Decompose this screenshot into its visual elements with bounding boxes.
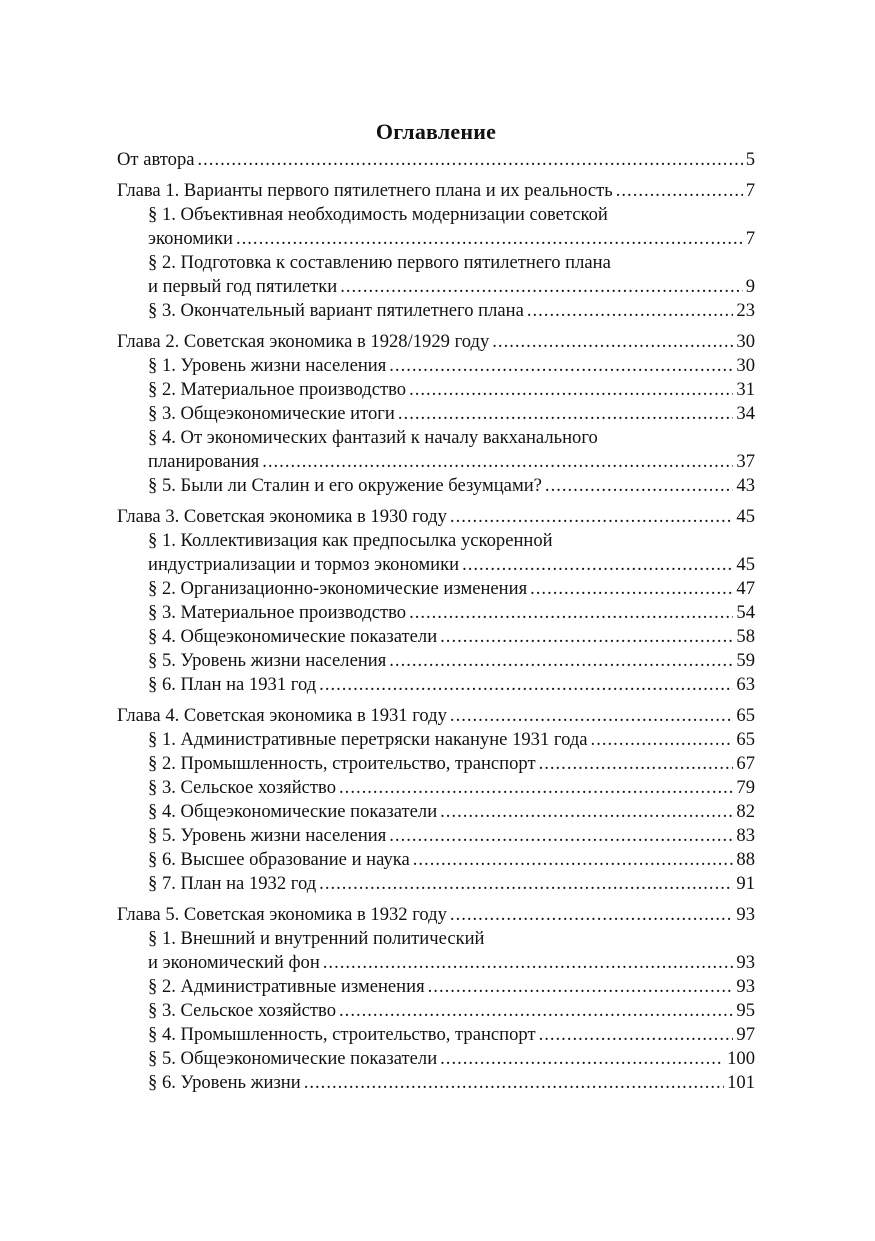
toc-entry-section[interactable]: [117, 426, 755, 474]
page-number: 67: [736, 753, 755, 774]
dot-leader: [236, 227, 743, 251]
page-number: 101: [727, 1072, 755, 1093]
entry-title: § 4. Промышленность, строительство, транспорт: [148, 1024, 536, 1045]
entry-title: Глава 5. Советская экономика в 1932 году: [117, 904, 447, 925]
table-of-contents: [117, 118, 755, 1095]
dot-leader: [339, 776, 733, 800]
toc-entry-chapter-5[interactable]: [117, 903, 755, 927]
page-number: 91: [736, 873, 755, 894]
entry-title: экономики: [148, 228, 233, 249]
toc-entry-section[interactable]: [117, 848, 755, 872]
toc-entry-section[interactable]: [117, 999, 755, 1023]
entry-title-line: § 1. Объективная необходимость модернизации советской: [148, 204, 608, 225]
dot-leader: [450, 505, 733, 529]
entry-title: § 2. Материальное производство: [148, 379, 407, 400]
entry-title: индустриализации и тормоз экономики: [148, 554, 460, 575]
dot-leader: [428, 975, 734, 999]
dot-leader: [340, 275, 742, 299]
dot-leader: [450, 903, 733, 927]
page-number: 45: [736, 554, 755, 575]
dot-leader: [450, 704, 733, 728]
page-number: 7: [745, 228, 755, 249]
page-number: 9: [745, 276, 755, 297]
dot-leader: [616, 179, 743, 203]
entry-title: Глава 1. Варианты первого пятилетнего плана и их реальность: [117, 180, 613, 201]
page-number: 30: [736, 331, 755, 352]
entry-title: § 3. Общеэкономические итоги: [148, 403, 395, 424]
entry-title-line: § 1. Коллективизация как предпосылка ускоренной: [148, 530, 553, 551]
toc-entry-section[interactable]: [117, 474, 755, 498]
page-number: 100: [727, 1048, 755, 1069]
dot-leader: [492, 330, 733, 354]
entry-title: § 6. Высшее образование и наука: [148, 849, 410, 870]
entry-title: и первый год пятилетки: [148, 276, 338, 297]
entry-title-line: § 1. Внешний и внутренний политический: [148, 928, 485, 949]
page-number: 23: [736, 300, 755, 321]
dot-leader: [440, 1047, 724, 1071]
dot-leader: [323, 951, 734, 975]
entry-title: § 4. Общеэкономические показатели: [148, 626, 438, 647]
entry-title: § 2. Административные изменения: [148, 976, 425, 997]
page-number: 63: [736, 674, 755, 695]
entry-title: § 3. Сельское хозяйство: [148, 777, 337, 798]
toc-entry-section[interactable]: [117, 577, 755, 601]
dot-leader: [319, 872, 733, 896]
page-number: 5: [745, 149, 755, 170]
page-number: 83: [736, 825, 755, 846]
toc-entry-section[interactable]: [117, 402, 755, 426]
toc-entry-section[interactable]: [117, 378, 755, 402]
dot-leader: [440, 625, 733, 649]
page-number: 47: [736, 578, 755, 599]
entry-title: § 6. Уровень жизни: [148, 1072, 301, 1093]
entry-title: Глава 4. Советская экономика в 1931 году: [117, 705, 447, 726]
toc-entry-section[interactable]: [117, 800, 755, 824]
entry-title: § 5. Уровень жизни населения: [148, 650, 387, 671]
entry-title: § 3. Сельское хозяйство: [148, 1000, 337, 1021]
toc-entry-section[interactable]: [117, 673, 755, 697]
page-number: 54: [736, 602, 755, 623]
toc-entry-chapter-4[interactable]: [117, 704, 755, 728]
toc-entry-section[interactable]: [117, 601, 755, 625]
page-number: 65: [736, 705, 755, 726]
toc-entry-section[interactable]: [117, 872, 755, 896]
toc-entry-section[interactable]: [117, 776, 755, 800]
toc-entry-section[interactable]: [117, 927, 755, 975]
dot-leader: [413, 848, 734, 872]
toc-entry-section[interactable]: [117, 625, 755, 649]
dot-leader: [198, 148, 743, 172]
toc-entry-section[interactable]: [117, 529, 755, 577]
toc-entry-section[interactable]: [117, 1047, 755, 1071]
page-number: 45: [736, 506, 755, 527]
dot-leader: [409, 378, 733, 402]
dot-leader: [539, 1023, 734, 1047]
toc-entry-section[interactable]: [117, 975, 755, 999]
entry-title: § 1. Административные перетряски накануне 1931 года: [148, 729, 588, 750]
entry-title: § 5. Были ли Сталин и его окружение безумцами?: [148, 475, 542, 496]
dot-leader: [409, 601, 733, 625]
toc-entry-section[interactable]: [117, 728, 755, 752]
toc-entry-section[interactable]: [117, 824, 755, 848]
entry-title: От автора: [117, 149, 195, 170]
toc-entry-preface[interactable]: [117, 148, 755, 172]
page-number: 30: [736, 355, 755, 376]
page-number: 31: [736, 379, 755, 400]
dot-leader: [389, 649, 733, 673]
entry-title: планирования: [148, 451, 260, 472]
toc-entry-section[interactable]: [117, 299, 755, 323]
page-number: 79: [736, 777, 755, 798]
dot-leader: [527, 299, 734, 323]
page-number: 65: [736, 729, 755, 750]
entry-title-line: § 4. От экономических фантазий к началу вакханального: [148, 427, 598, 448]
page-number: 93: [736, 952, 755, 973]
dot-leader: [545, 474, 733, 498]
entry-title: § 2. Промышленность, строительство, транспорт: [148, 753, 536, 774]
page-number: 37: [736, 451, 755, 472]
entry-title: Глава 3. Советская экономика в 1930 году: [117, 506, 447, 527]
dot-leader: [530, 577, 733, 601]
dot-leader: [389, 824, 733, 848]
dot-leader: [440, 800, 733, 824]
toc-entry-section[interactable]: [117, 1023, 755, 1047]
toc-entry-section[interactable]: [117, 354, 755, 378]
entry-title: § 2. Организационно-экономические изменения: [148, 578, 528, 599]
entry-title: § 5. Общеэкономические показатели: [148, 1048, 438, 1069]
entry-title: § 3. Окончательный вариант пятилетнего плана: [148, 300, 524, 321]
page-number: 93: [736, 976, 755, 997]
toc-entry-section[interactable]: [117, 251, 755, 299]
entry-title: Глава 2. Советская экономика в 1928/1929 году: [117, 331, 490, 352]
entry-title-line: § 2. Подготовка к составлению первого пятилетнего плана: [148, 252, 611, 273]
toc-entry-section[interactable]: [117, 752, 755, 776]
page-number: 58: [736, 626, 755, 647]
dot-leader: [389, 354, 733, 378]
entry-title: и экономический фон: [148, 952, 320, 973]
page-number: 59: [736, 650, 755, 671]
dot-leader: [339, 999, 733, 1023]
toc-entry-chapter-3[interactable]: [117, 505, 755, 529]
toc-entry-section[interactable]: [117, 1071, 755, 1095]
entry-title: § 6. План на 1931 год: [148, 674, 317, 695]
page-number: 95: [736, 1000, 755, 1021]
dot-leader: [539, 752, 734, 776]
toc-entry-section[interactable]: [117, 203, 755, 251]
page-number: 93: [736, 904, 755, 925]
page-number: 82: [736, 801, 755, 822]
entry-title: § 1. Уровень жизни населения: [148, 355, 387, 376]
dot-leader: [462, 553, 733, 577]
toc-entry-chapter-2[interactable]: [117, 330, 755, 354]
toc-entry-chapter-1[interactable]: [117, 179, 755, 203]
entry-title: § 5. Уровень жизни населения: [148, 825, 387, 846]
entry-title: § 4. Общеэкономические показатели: [148, 801, 438, 822]
dot-leader: [398, 402, 734, 426]
entry-title: § 3. Материальное производство: [148, 602, 407, 623]
entry-title: § 7. План на 1932 год: [148, 873, 317, 894]
dot-leader: [319, 673, 733, 697]
dot-leader: [304, 1071, 724, 1095]
page-number: 43: [736, 475, 755, 496]
dot-leader: [591, 728, 734, 752]
page-number: 88: [736, 849, 755, 870]
page-number: 7: [745, 180, 755, 201]
page-number: 97: [736, 1024, 755, 1045]
page-title: Оглавление: [375, 119, 497, 144]
toc-entry-section[interactable]: [117, 649, 755, 673]
dot-leader: [262, 450, 733, 474]
page-number: 34: [736, 403, 755, 424]
